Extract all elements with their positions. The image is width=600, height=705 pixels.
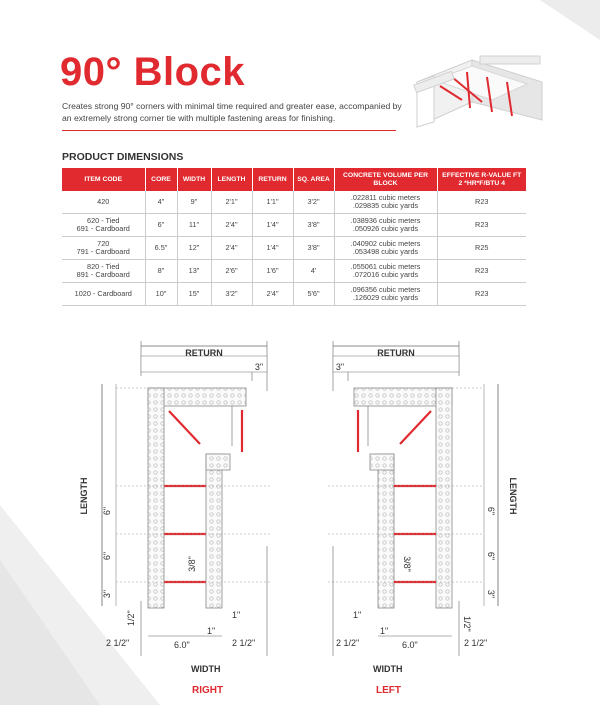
dim-1: 1" [380, 626, 389, 636]
dim-2-half: 2 1/2" [464, 638, 488, 648]
dim-1: 1" [207, 626, 216, 636]
block-product-image [412, 42, 547, 142]
table-cell: 720 791 - Cardboard [62, 237, 145, 260]
table-cell: 1'4" [252, 237, 293, 260]
table-cell: 1'6" [252, 260, 293, 283]
table-cell: .055061 cubic meters .072016 cubic yards [334, 260, 437, 283]
table-cell: .096356 cubic meters .126029 cubic yards [334, 283, 437, 306]
table-cell: 1'1" [252, 191, 293, 214]
table-cell: R23 [437, 260, 526, 283]
dim-2-half: 2 1/2" [336, 638, 360, 648]
table-row [62, 283, 526, 306]
table-cell: 2'4" [252, 283, 293, 306]
table-cell: 13" [177, 260, 211, 283]
column-header: CONCRETE VOLUME PER BLOCK [334, 168, 437, 191]
column-header: ITEM CODE [62, 168, 145, 191]
section-title: PRODUCT DIMENSIONS [62, 151, 184, 163]
table-row [62, 237, 526, 260]
table-cell: 3'8" [293, 237, 334, 260]
intro-text: Creates strong 90° corners with minimal time required and greater ease, accompanied by an extremely strong corner tie with multiple fastening areas for finishing. [62, 101, 402, 123]
dimensions-table [62, 168, 526, 306]
dim-2-half: 2 1/2" [232, 638, 256, 648]
table-cell: R23 [437, 191, 526, 214]
dim-3: 3" [486, 589, 496, 599]
table-row [62, 191, 526, 214]
table-cell: 4' [293, 260, 334, 283]
column-header: CORE [145, 168, 177, 191]
table-cell: 6" [145, 214, 177, 237]
table-header-row [62, 168, 526, 191]
dim-3-8: 3/8" [402, 556, 412, 572]
table-cell: 3'8" [293, 214, 334, 237]
table-cell: 3'2" [211, 283, 252, 306]
table-cell: .022811 cubic meters .029835 cubic yards [334, 191, 437, 214]
dim-6-0: 6.0" [402, 640, 418, 650]
dim-2-half: 2 1/2" [106, 638, 130, 648]
table-cell: 3'2" [293, 191, 334, 214]
left-block-drawing [318, 336, 518, 656]
return-label: RETURN [377, 348, 415, 358]
table-cell: 420 [62, 191, 145, 214]
table-cell: R25 [437, 237, 526, 260]
dim-6: 6" [102, 551, 112, 561]
dim-1: 1" [232, 610, 241, 620]
table-cell: 11" [177, 214, 211, 237]
title-divider [62, 130, 396, 131]
right-caption: RIGHT [192, 685, 224, 696]
table-row [62, 214, 526, 237]
table-cell: .040902 cubic meters .053498 cubic yards [334, 237, 437, 260]
page-title: 90° Block [60, 50, 246, 94]
dim-3: 3" [254, 362, 264, 372]
table-cell: 12" [177, 237, 211, 260]
return-label: RETURN [185, 348, 223, 358]
table-cell: 1'4" [252, 214, 293, 237]
table-cell: .038936 cubic meters .050926 cubic yards [334, 214, 437, 237]
table-cell: 2'4" [211, 214, 252, 237]
table-cell: R23 [437, 214, 526, 237]
dim-3: 3" [102, 589, 112, 599]
right-block-drawing [79, 336, 282, 656]
dim-3: 3" [335, 362, 345, 372]
dim-6: 6" [102, 506, 112, 516]
column-header: EFFECTIVE R-VALUE FT 2 *HR*F/BTU 4 [437, 168, 526, 191]
table-cell: 2'1" [211, 191, 252, 214]
dim-1-2: 1/2" [126, 610, 136, 626]
table-cell: 1020 - Cardboard [62, 283, 145, 306]
column-header: RETURN [252, 168, 293, 191]
column-header: LENGTH [211, 168, 252, 191]
table-cell: 2'4" [211, 237, 252, 260]
table-cell: 820 - Tied 891 - Cardboard [62, 260, 145, 283]
dim-1-2: 1/2" [462, 616, 472, 632]
table-cell: 6.5" [145, 237, 177, 260]
table-cell: 5'6" [293, 283, 334, 306]
table-cell: 9" [177, 191, 211, 214]
table-cell: 15" [177, 283, 211, 306]
dim-6: 6" [486, 551, 496, 561]
table-cell: 2'6" [211, 260, 252, 283]
table-cell: 10" [145, 283, 177, 306]
width-caption: WIDTH [191, 664, 221, 674]
table-row [62, 260, 526, 283]
table-cell: 620 - Tied 691 - Cardboard [62, 214, 145, 237]
column-header: SQ. AREA [293, 168, 334, 191]
dim-6-0: 6.0" [174, 640, 190, 650]
column-header: WIDTH [177, 168, 211, 191]
length-label: LENGTH [79, 477, 89, 515]
left-caption: LEFT [376, 685, 401, 696]
table-cell: 4" [145, 191, 177, 214]
dim-6: 6" [486, 506, 496, 516]
width-caption: WIDTH [373, 664, 403, 674]
length-label: LENGTH [508, 477, 518, 515]
dim-3-8: 3/8" [187, 556, 197, 572]
table-cell: 8" [145, 260, 177, 283]
table-cell: R23 [437, 283, 526, 306]
dim-1: 1" [353, 610, 362, 620]
